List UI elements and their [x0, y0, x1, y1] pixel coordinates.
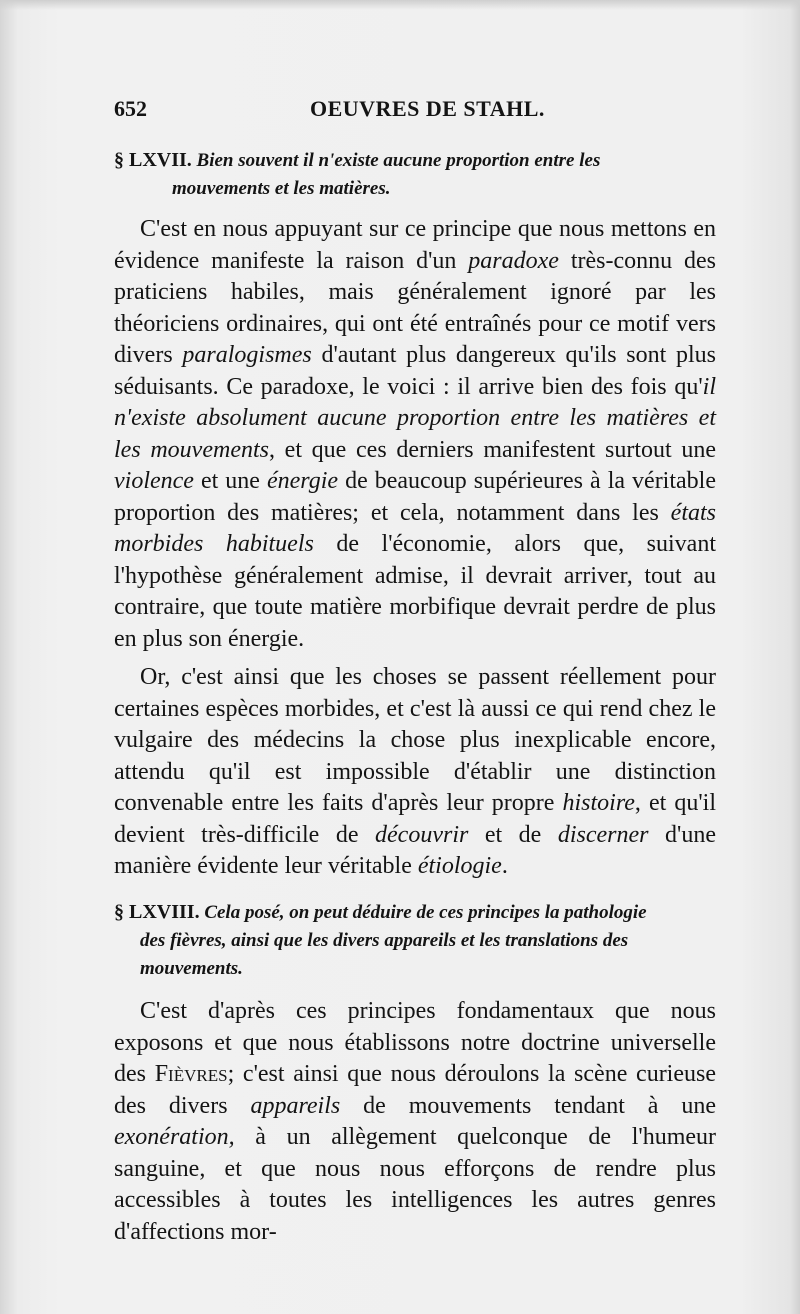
section-heading-68 — [114, 898, 714, 983]
page-number: 652 — [114, 96, 147, 121]
paragraph-1: C'est en nous appuyant sur ce principe que nous mettons en évidence manifeste la raison d'un paradoxe très-connu des praticiens habiles, mais généralement ignoré par les théoriciens ordinaires, qui ont été entraînés pour ce motif vers divers paralogismes d'autant plus dangereux qu'ils sont plus séduisants. Ce paradoxe, le voici : il arrive bien des fois qu'il n'existe absolument aucune proportion entre les matières et les mouvements, et que ces derniers manifestent surtout une violence et une énergie de beaucoup supérieures à la véritable proportion des matières; et cela, notamment dans les états morbides habituels de l'économie, alors que, suivant l'hypothèse généralement admise, il devrait arriver, tout au contraire, que toute matière morbifique devrait perdre de plus en plus son énergie. — [114, 216, 717, 652]
page-header — [114, 96, 714, 136]
section-title: Bien souvent il n'existe aucune proportion entre les mouvements et les matières. — [172, 150, 601, 199]
section-number: § LXVIII. — [114, 901, 200, 923]
paragraph-2: Or, c'est ainsi que les choses se passent réellement pour certaines espèces morbides, et c'est là aussi ce qui rend chez le vulgaire des médecins la chose plus inexplicable encore, attendu qu'il est impossible d'établir une distinction convenable entre les faits d'après leur propre histoire, et qu'il devient très-difficile de découvrir et de discerner d'une manière évidente leur véritable étiologie. — [114, 664, 716, 879]
running-title: OEUVRES DE STAHL. — [310, 96, 545, 121]
section-title: Cela posé, on peut déduire de ces principes la pathologie des fièvres, ainsi que les divers appareils et les translations des mouvements. — [140, 902, 647, 979]
section-heading-67 — [114, 146, 714, 203]
section-number: § LXVII. — [114, 149, 192, 171]
paragraph-3: C'est d'après ces principes fondamentaux que nous exposons et que nous établissons notre doctrine universelle des Fièvres; c'est ainsi que nous déroulons la scène curieuse des divers appareils de mouvements tendant à une exonération, à un allègement quelconque de l'humeur sanguine, et que nous nous efforçons de rendre plus accessibles à toutes les intelligences les autres genres d'affections mor- — [114, 998, 716, 1245]
page-edge-shadow — [0, 0, 800, 10]
